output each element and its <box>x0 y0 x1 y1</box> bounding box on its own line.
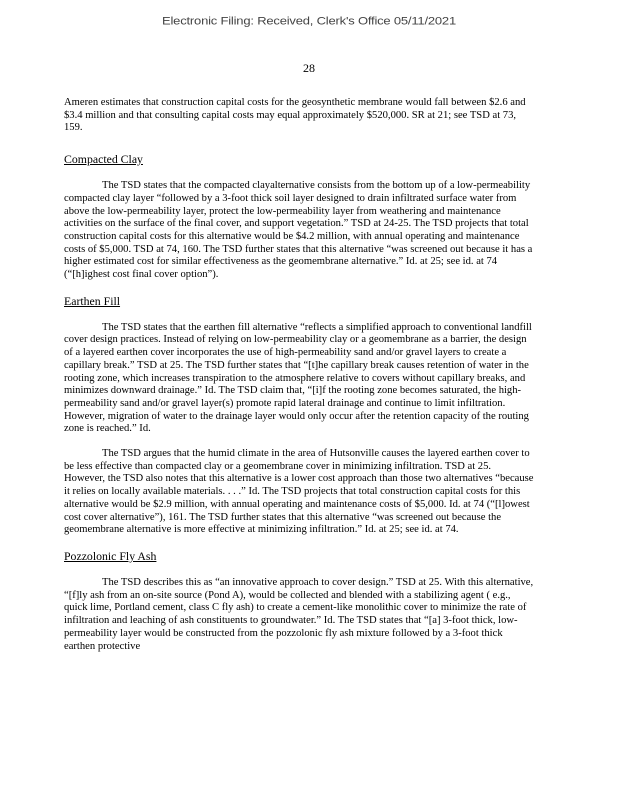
section-compacted-clay <box>64 152 534 282</box>
section-heading: Earthen Fill <box>64 293 121 308</box>
paragraph: The TSD describes this as “an innovative approach to cover design.” TSD at 25. With this alternative, “[f]ly ash from an on-site source (Pond A), would be collected and blended with a stabilizing agent ( e.g., quick lime, Portland cement, class C fly ash) to create a cement-like monolithic cover to minimize the rate of infiltration and leaching of ash constituents to groundwater.” Id. The TSD states that “[a] 3-foot thick, low-permeability layer would be constructed from the pozzolonic fly ash mixture followed by a 3-foot thick earthen protective <box>64 576 534 652</box>
section-heading: Pozzolonic Fly Ash <box>64 548 157 563</box>
section-earthen-fill <box>64 294 534 537</box>
document-body <box>64 97 534 665</box>
section-pozzolonic-fly-ash <box>64 549 534 653</box>
paragraph: The TSD argues that the humid climate in the area of Hutsonville causes the layered earthen cover to be less effective than compacted clay or a geomembrane cover in minimizing infiltration. TSD at 25. However, the TSD also notes that this alternative is a lower cost approach than those two alternatives “because it relies on locally available materials. . . .” Id. The TSD projects that total construction capital costs for this alternative would be $2.9 million, with annual operating and maintenance costs of $5,000. Id. at 74 (“[l]owest cost cover alternative”), 161. The TSD further states that this alternative “was screened out because the geomembrane alternative is more effective at minimizing infiltration.” Id. at 25; see id. at 74. <box>64 448 534 536</box>
section-heading: Compacted Clay <box>64 152 143 167</box>
intro-paragraph: Ameren estimates that construction capital costs for the geosynthetic membrane would fall between $2.6 and $3.4 million and that consulting capital costs may equal approximately $520,000. SR at 21; see TSD at 73, 159. <box>64 97 526 134</box>
paragraph: The TSD states that the compacted clayalternative consists from the bottom up of a low-permeability compacted clay layer “followed by a 3-foot thick soil layer designed to drain infiltrated surface water from above the low-permeability layer, protect the low-permeability layer from weathering and maintenance activities on the surface of the final cover, and support vegetation.” TSD at 24-25. The TSD projects that total construction capital costs for this alternative would be $4.2 million, with annual operating and maintenance costs of $5,000. TSD at 74, 160. The TSD further states that this alternative “was screened out because it has a higher estimated cost for similar effectiveness as the geomembrane alternative.” Id. at 25; see id. at 74 (“[h]ighest cost final cover option”). <box>64 180 533 281</box>
filing-stamp: Electronic Filing: Received, Clerk's Office 05/11/2021 <box>162 14 456 27</box>
page-number: 28 <box>303 61 315 75</box>
paragraph: The TSD states that the earthen fill alternative “reflects a simplified approach to conventional landfill cover design practices. Instead of relying on low-permeability clay or a geomembrane as a barrier, the design of a layered earthen cover incorporates the use of high-permeability sand and/or gravel layers to create a capillary break.” TSD at 25. The TSD further states that “[t]he capillary break causes retention of water in the rooting zone, which increases transpiration to the atmosphere relative to covers without capillary breaks, and minimizes downward drainage.” Id. The TSD claim that, “[i]f the rooting zone becomes saturated, the high-permeability sand and/or gravel layer(s) promote rapid lateral drainage and continue to limit infiltration. However, migration of water to the drainage layer would only occur after the retention capacity of the routing zone is reached.” Id. <box>64 321 532 435</box>
